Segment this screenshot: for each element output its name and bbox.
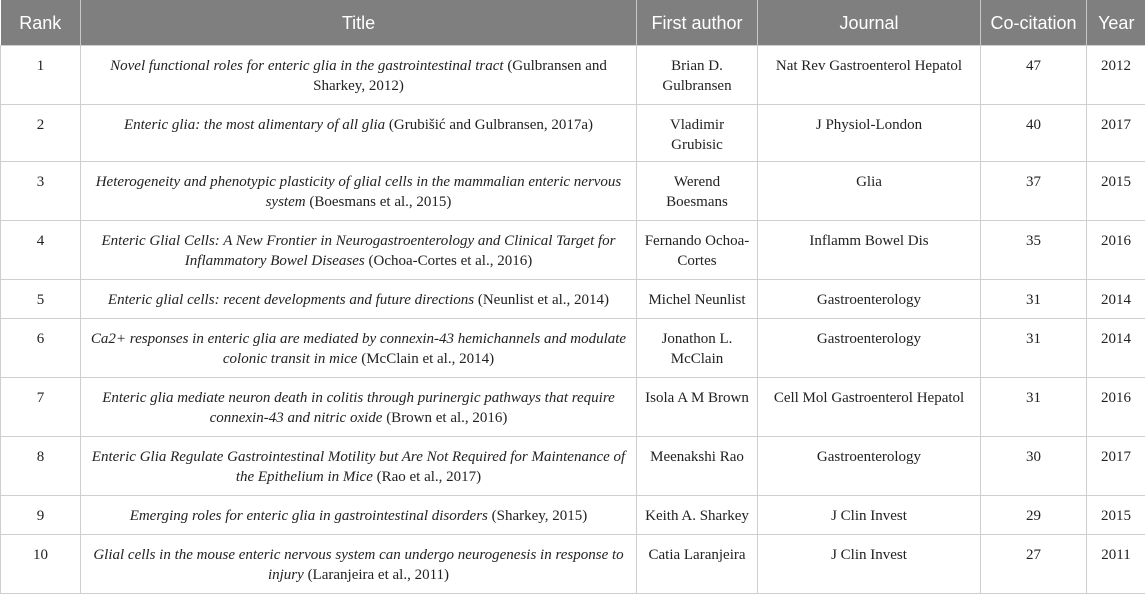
rank-cell: 1 (1, 46, 81, 105)
column-header-journal: Journal (758, 0, 981, 46)
paper-title: Enteric glia mediate neuron death in colitis through purinergic pathways that require connexin-43 and nitric oxide (102, 390, 615, 426)
first-author-cell: Catia Laranjeira (637, 535, 758, 594)
journal-cell: Cell Mol Gastroenterol Hepatol (758, 378, 981, 437)
cocitation-cell: 37 (981, 162, 1087, 221)
paper-title: Emerging roles for enteric glia in gastrointestinal disorders (129, 508, 488, 524)
rank-cell: 7 (1, 378, 81, 437)
journal-cell: Glia (758, 162, 981, 221)
paper-title: Enteric glia: the most alimentary of all glia (123, 117, 386, 133)
year-cell: 2017 (1087, 105, 1145, 162)
table-row (1, 280, 1145, 319)
table-row (1, 319, 1145, 378)
paper-reference: (Ochoa-Cortes et al., 2016) (368, 253, 533, 269)
cocitation-cell: 30 (981, 437, 1087, 496)
journal-cell: Gastroenterology (758, 319, 981, 378)
rank-cell: 6 (1, 319, 81, 378)
journal-cell: J Physiol-London (758, 105, 981, 162)
table-row (1, 46, 1145, 105)
paper-title: Enteric glial cells: recent developments and future directions (107, 292, 475, 308)
rank-cell: 5 (1, 280, 81, 319)
column-header-first-author: First author (637, 0, 758, 46)
cocitation-cell: 31 (981, 280, 1087, 319)
first-author-cell: Vladimir Grubisic (637, 105, 758, 162)
first-author-cell: Jonathon L. McClain (637, 319, 758, 378)
paper-reference: (Boesmans et al., 2015) (309, 194, 452, 210)
year-cell: 2014 (1087, 280, 1145, 319)
table-row (1, 437, 1145, 496)
title-cell (81, 319, 637, 378)
column-header-title: Title (81, 0, 637, 46)
first-author-cell: Werend Boesmans (637, 162, 758, 221)
title-cell (81, 496, 637, 535)
title-cell (81, 162, 637, 221)
journal-cell: Nat Rev Gastroenterol Hepatol (758, 46, 981, 105)
cocitation-cell: 31 (981, 378, 1087, 437)
paper-title: Glial cells in the mouse enteric nervous system can undergo neurogenesis in response to injury (93, 547, 624, 583)
title-cell (81, 105, 637, 162)
paper-reference: (Sharkey, 2015) (491, 508, 588, 524)
rank-cell: 2 (1, 105, 81, 162)
column-header-year: Year (1087, 0, 1145, 46)
title-cell (81, 437, 637, 496)
journal-cell: Gastroenterology (758, 280, 981, 319)
paper-reference: (McClain et al., 2014) (361, 351, 495, 367)
rank-cell: 4 (1, 221, 81, 280)
paper-reference: (Brown et al., 2016) (386, 410, 508, 426)
cocitation-cell: 35 (981, 221, 1087, 280)
column-header-cocitation: Co-citation (981, 0, 1087, 46)
paper-title: Ca2+ responses in enteric glia are mediated by connexin-43 hemichannels and modulate colonic transit in mice (90, 331, 627, 367)
rank-cell: 9 (1, 496, 81, 535)
rank-cell: 10 (1, 535, 81, 594)
first-author-cell: Michel Neunlist (637, 280, 758, 319)
paper-title: Enteric Glial Cells: A New Frontier in Neurogastroenterology and Clinical Target for Inflammatory Bowel Diseases (101, 233, 616, 269)
year-cell: 2016 (1087, 378, 1145, 437)
year-cell: 2017 (1087, 437, 1145, 496)
paper-title: Novel functional roles for enteric glia in the gastrointestinal tract (110, 58, 504, 74)
table-row (1, 221, 1145, 280)
first-author-cell: Fernando Ochoa-Cortes (637, 221, 758, 280)
title-cell (81, 378, 637, 437)
rank-cell: 8 (1, 437, 81, 496)
table-body (1, 46, 1145, 594)
table-row (1, 162, 1145, 221)
cocitation-cell: 27 (981, 535, 1087, 594)
year-cell: 2011 (1087, 535, 1145, 594)
column-header-rank: Rank (1, 0, 81, 46)
table-row (1, 535, 1145, 594)
journal-cell: J Clin Invest (758, 535, 981, 594)
year-cell: 2016 (1087, 221, 1145, 280)
rank-cell: 3 (1, 162, 81, 221)
journal-cell: J Clin Invest (758, 496, 981, 535)
first-author-cell: Brian D. Gulbransen (637, 46, 758, 105)
first-author-cell: Isola A M Brown (637, 378, 758, 437)
cocitation-cell: 31 (981, 319, 1087, 378)
table-row (1, 378, 1145, 437)
cocitation-cell: 40 (981, 105, 1087, 162)
paper-reference: (Grubišić and Gulbransen, 2017a) (388, 117, 594, 133)
paper-reference: (Gulbransen and Sharkey, 2012) (313, 58, 607, 94)
year-cell: 2015 (1087, 162, 1145, 221)
year-cell: 2012 (1087, 46, 1145, 105)
table-header (1, 0, 1145, 46)
year-cell: 2015 (1087, 496, 1145, 535)
first-author-cell: Keith A. Sharkey (637, 496, 758, 535)
title-cell (81, 46, 637, 105)
journal-cell: Inflamm Bowel Dis (758, 221, 981, 280)
header-row (1, 0, 1145, 46)
paper-reference: (Neunlist et al., 2014) (477, 292, 610, 308)
journal-cell: Gastroenterology (758, 437, 981, 496)
table-row (1, 496, 1145, 535)
year-cell: 2014 (1087, 319, 1145, 378)
cocitation-cell: 47 (981, 46, 1087, 105)
paper-title: Enteric Glia Regulate Gastrointestinal Motility but Are Not Required for Maintenance of the Epithelium in Mice (91, 449, 626, 485)
paper-reference: (Laranjeira et al., 2011) (307, 567, 450, 583)
title-cell (81, 280, 637, 319)
table-row (1, 105, 1145, 162)
paper-reference: (Rao et al., 2017) (376, 469, 482, 485)
first-author-cell: Meenakshi Rao (637, 437, 758, 496)
title-cell (81, 535, 637, 594)
paper-title: Heterogeneity and phenotypic plasticity of glial cells in the mammalian enteric nervous system (95, 174, 622, 210)
cocitation-cell: 29 (981, 496, 1087, 535)
title-cell (81, 221, 637, 280)
